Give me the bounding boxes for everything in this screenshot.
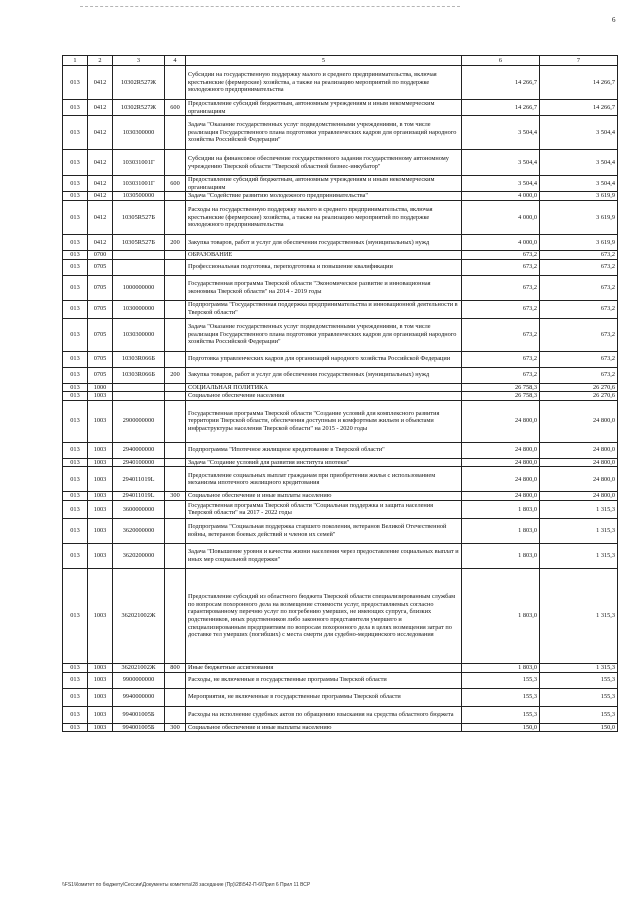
cell-amount-actual: 673,2 bbox=[540, 351, 618, 367]
cell-expense-type bbox=[165, 672, 186, 688]
cell-amount-plan: 26 758,3 bbox=[462, 392, 540, 401]
cell-section-code: 1000 bbox=[88, 383, 113, 392]
table-row bbox=[63, 467, 618, 492]
table-header bbox=[63, 56, 618, 66]
cell-target-article: 1000000000 bbox=[113, 275, 165, 300]
cell-expense-type bbox=[165, 500, 186, 518]
cell-expense-type: 200 bbox=[165, 234, 186, 250]
cell-amount-actual: 3 504,4 bbox=[540, 116, 618, 150]
cell-expense-type bbox=[165, 518, 186, 543]
table-row bbox=[63, 458, 618, 467]
cell-expense-type bbox=[165, 275, 186, 300]
cell-amount-actual: 1 315,3 bbox=[540, 663, 618, 672]
cell-admin-code: 013 bbox=[63, 116, 88, 150]
cell-amount-actual: 673,2 bbox=[540, 275, 618, 300]
cell-admin-code: 013 bbox=[63, 706, 88, 723]
cell-expense-type bbox=[165, 192, 186, 201]
cell-description: Предоставление субсидий бюджетным, автономным учреждениям и иным некоммерческим организациям bbox=[186, 176, 462, 192]
cell-amount-actual: 24 800,0 bbox=[540, 492, 618, 501]
cell-admin-code: 013 bbox=[63, 392, 88, 401]
cell-section-code: 0700 bbox=[88, 250, 113, 259]
cell-section-code: 0412 bbox=[88, 150, 113, 176]
cell-expense-type bbox=[165, 250, 186, 259]
cell-description: Субсидии на государственную поддержку малого и среднего предпринимательства, включая крестьянские (фермерские) хозяйства, а также на реализацию мероприятий по поддержке молодежного предпринимательства bbox=[186, 66, 462, 100]
cell-admin-code: 013 bbox=[63, 259, 88, 275]
cell-description: Социальное обеспечение населения bbox=[186, 392, 462, 401]
table-row bbox=[63, 300, 618, 318]
cell-description: Предоставление социальных выплат гражданам при приобретении жилья с использованием механизма ипотечного жилищного кредитования bbox=[186, 467, 462, 492]
cell-admin-code: 013 bbox=[63, 66, 88, 100]
cell-amount-actual: 673,2 bbox=[540, 300, 618, 318]
cell-description: Расходы на исполнение судебных актов по обращению взыскания на средства областного бюджета bbox=[186, 706, 462, 723]
header-cell: 1 bbox=[63, 56, 88, 66]
cell-description: Подпрограмма "Государственная поддержка предпринимательства и инновационной деятельности в Тверской области" bbox=[186, 300, 462, 318]
cell-description: Расходы, не включенные в государственные программы Тверской области bbox=[186, 672, 462, 688]
table-row bbox=[63, 351, 618, 367]
cell-expense-type bbox=[165, 383, 186, 392]
cell-expense-type bbox=[165, 66, 186, 100]
cell-admin-code: 013 bbox=[63, 234, 88, 250]
cell-admin-code: 013 bbox=[63, 442, 88, 458]
cell-section-code: 1003 bbox=[88, 672, 113, 688]
cell-description: Субсидии на финансовое обеспечение государственного задания государственному автономному учреждению Тверской области "Тверской областной бизнес-инкубатор" bbox=[186, 150, 462, 176]
cell-amount-actual: 673,2 bbox=[540, 250, 618, 259]
cell-section-code: 1003 bbox=[88, 706, 113, 723]
cell-section-code: 0705 bbox=[88, 318, 113, 351]
cell-amount-plan: 4 000,0 bbox=[462, 234, 540, 250]
cell-section-code: 0412 bbox=[88, 234, 113, 250]
cell-amount-actual: 26 270,6 bbox=[540, 392, 618, 401]
cell-description: Задача "Оказание государственных услуг подведомственными учреждениями, в том числе реализация Государственного плана подготовки управленческих кадров для организаций народного хозяйства Российской Федерации" bbox=[186, 318, 462, 351]
table-row bbox=[63, 318, 618, 351]
cell-section-code: 0705 bbox=[88, 275, 113, 300]
table-row bbox=[63, 383, 618, 392]
cell-admin-code: 013 bbox=[63, 100, 88, 116]
scan-artifact-line bbox=[80, 6, 460, 8]
cell-description: Закупка товаров, работ и услуг для обеспечения государственных (муниципальных) нужд bbox=[186, 367, 462, 383]
cell-expense-type bbox=[165, 400, 186, 442]
cell-amount-actual: 3 619,9 bbox=[540, 234, 618, 250]
cell-expense-type bbox=[165, 300, 186, 318]
cell-amount-actual: 150,0 bbox=[540, 723, 618, 732]
cell-amount-plan: 3 504,4 bbox=[462, 116, 540, 150]
table-row bbox=[63, 568, 618, 663]
cell-target-article: 994001005Б bbox=[113, 706, 165, 723]
cell-amount-plan: 673,2 bbox=[462, 250, 540, 259]
cell-description: Государственная программа Тверской области "Социальная поддержка и защита населения Тверской области" на 2017 - 2022 годы bbox=[186, 500, 462, 518]
cell-amount-plan: 4 000,0 bbox=[462, 200, 540, 234]
cell-admin-code: 013 bbox=[63, 723, 88, 732]
cell-amount-actual: 24 800,0 bbox=[540, 458, 618, 467]
cell-section-code: 1003 bbox=[88, 568, 113, 663]
cell-admin-code: 013 bbox=[63, 250, 88, 259]
cell-target-article: 1030500000 bbox=[113, 192, 165, 201]
cell-description: Расходы на государственную поддержку малого и среднего предпринимательства, включая крестьянские (фермерские) хозяйства, а также на реализацию мероприятий по поддержке молодежного предпринимательства bbox=[186, 200, 462, 234]
cell-description: Подпрограмма "Ипотечное жилищное кредитование в Тверской области" bbox=[186, 442, 462, 458]
cell-amount-plan: 155,3 bbox=[462, 688, 540, 706]
cell-admin-code: 013 bbox=[63, 543, 88, 568]
cell-amount-plan: 673,2 bbox=[462, 275, 540, 300]
cell-description: Задача "Содействие развитию молодежного предпринимательства" bbox=[186, 192, 462, 201]
header-row bbox=[63, 56, 618, 66]
cell-amount-plan: 14 266,7 bbox=[462, 100, 540, 116]
table-row bbox=[63, 192, 618, 201]
cell-section-code: 1003 bbox=[88, 392, 113, 401]
cell-description: Мероприятия, не включенные в государственные программы Тверской области bbox=[186, 688, 462, 706]
table-row bbox=[63, 259, 618, 275]
table-row bbox=[63, 723, 618, 732]
cell-target-article: 994001005Б bbox=[113, 723, 165, 732]
cell-amount-plan: 24 800,0 bbox=[462, 492, 540, 501]
cell-target-article: 1030000000 bbox=[113, 300, 165, 318]
cell-admin-code: 013 bbox=[63, 200, 88, 234]
cell-section-code: 1003 bbox=[88, 500, 113, 518]
table-row bbox=[63, 176, 618, 192]
cell-amount-actual: 24 800,0 bbox=[540, 442, 618, 458]
cell-target-article: 1030300000 bbox=[113, 116, 165, 150]
cell-amount-actual: 14 266,7 bbox=[540, 100, 618, 116]
cell-expense-type bbox=[165, 116, 186, 150]
cell-admin-code: 013 bbox=[63, 688, 88, 706]
cell-section-code: 0412 bbox=[88, 116, 113, 150]
cell-admin-code: 013 bbox=[63, 176, 88, 192]
cell-description: СОЦИАЛЬНАЯ ПОЛИТИКА bbox=[186, 383, 462, 392]
cell-amount-plan: 155,3 bbox=[462, 706, 540, 723]
cell-section-code: 0412 bbox=[88, 66, 113, 100]
cell-section-code: 0412 bbox=[88, 200, 113, 234]
cell-amount-actual: 14 266,7 bbox=[540, 66, 618, 100]
table-row bbox=[63, 116, 618, 150]
cell-expense-type: 600 bbox=[165, 100, 186, 116]
cell-expense-type: 600 bbox=[165, 176, 186, 192]
header-cell: 5 bbox=[186, 56, 462, 66]
table-row bbox=[63, 392, 618, 401]
header-cell: 2 bbox=[88, 56, 113, 66]
cell-amount-plan: 24 800,0 bbox=[462, 400, 540, 442]
table-row bbox=[63, 150, 618, 176]
cell-admin-code: 013 bbox=[63, 400, 88, 442]
cell-target-article: 10302R527Ж bbox=[113, 100, 165, 116]
header-cell: 7 bbox=[540, 56, 618, 66]
cell-amount-plan: 3 504,4 bbox=[462, 176, 540, 192]
cell-description: Предоставление субсидий из областного бюджета Тверской области специализированным службам по вопросам похоронного дела на возмещение стоимости услуг, предоставляемых согласно гарантированному перечню услуг по погребению умерших, не имеющих супруга, близких родственников, иных родственников либо законного представителя умершего и специализированным предприятиям по вопросам похоронного дела в целях возмещения затрат по доставке тел умерших (погибших) с места смерти для судебно-медицинского исследования bbox=[186, 568, 462, 663]
cell-amount-actual: 673,2 bbox=[540, 318, 618, 351]
header-cell: 6 bbox=[462, 56, 540, 66]
cell-description: ОБРАЗОВАНИЕ bbox=[186, 250, 462, 259]
table-row bbox=[63, 518, 618, 543]
cell-section-code: 0705 bbox=[88, 367, 113, 383]
cell-target-article: 9900000000 bbox=[113, 672, 165, 688]
cell-section-code: 0705 bbox=[88, 259, 113, 275]
cell-admin-code: 013 bbox=[63, 663, 88, 672]
cell-expense-type bbox=[165, 467, 186, 492]
cell-target-article: 3620000000 bbox=[113, 518, 165, 543]
cell-section-code: 1003 bbox=[88, 723, 113, 732]
cell-description: Социальное обеспечение и иные выплаты населению bbox=[186, 723, 462, 732]
cell-expense-type: 200 bbox=[165, 367, 186, 383]
cell-amount-plan: 4 000,0 bbox=[462, 192, 540, 201]
cell-target-article bbox=[113, 392, 165, 401]
cell-description: Государственная программа Тверской области "Создание условий для комплексного развития территории Тверской области, обеспечения доступным и комфортным жильем и объектами инфраструктуры населения Тверской области" на 2015 - 2020 годы bbox=[186, 400, 462, 442]
cell-section-code: 1003 bbox=[88, 518, 113, 543]
cell-amount-plan: 26 758,3 bbox=[462, 383, 540, 392]
cell-amount-actual: 3 504,4 bbox=[540, 150, 618, 176]
cell-amount-plan: 1 803,0 bbox=[462, 518, 540, 543]
cell-admin-code: 013 bbox=[63, 568, 88, 663]
cell-admin-code: 013 bbox=[63, 300, 88, 318]
table-row bbox=[63, 688, 618, 706]
cell-target-article: 10303R066Б bbox=[113, 351, 165, 367]
table-row bbox=[63, 400, 618, 442]
table-row bbox=[63, 442, 618, 458]
cell-description: Иные бюджетные ассигнования bbox=[186, 663, 462, 672]
cell-target-article: 10305R527Б bbox=[113, 200, 165, 234]
cell-expense-type bbox=[165, 458, 186, 467]
cell-target-article bbox=[113, 259, 165, 275]
cell-target-article: 2940000000 bbox=[113, 442, 165, 458]
cell-target-article: 103031001Г bbox=[113, 176, 165, 192]
cell-amount-plan: 3 504,4 bbox=[462, 150, 540, 176]
cell-section-code: 0412 bbox=[88, 176, 113, 192]
cell-amount-plan: 1 803,0 bbox=[462, 500, 540, 518]
cell-target-article: 3620200000 bbox=[113, 543, 165, 568]
cell-section-code: 0705 bbox=[88, 351, 113, 367]
cell-amount-actual: 3 619,9 bbox=[540, 192, 618, 201]
cell-expense-type bbox=[165, 351, 186, 367]
cell-target-article bbox=[113, 250, 165, 259]
cell-description: Подпрограмма "Социальная поддержка старшего поколения, ветеранов Великой Отечественной войны, ветеранов боевых действий и членов их семей" bbox=[186, 518, 462, 543]
cell-expense-type: 300 bbox=[165, 492, 186, 501]
cell-amount-actual: 3 619,9 bbox=[540, 200, 618, 234]
cell-target-article bbox=[113, 383, 165, 392]
table-row bbox=[63, 200, 618, 234]
cell-amount-actual: 26 270,6 bbox=[540, 383, 618, 392]
cell-expense-type bbox=[165, 568, 186, 663]
cell-admin-code: 013 bbox=[63, 318, 88, 351]
table-row bbox=[63, 706, 618, 723]
table-row bbox=[63, 367, 618, 383]
cell-description: Подготовка управленческих кадров для организаций народного хозяйства Российской Федерации bbox=[186, 351, 462, 367]
table-row bbox=[63, 663, 618, 672]
cell-expense-type bbox=[165, 442, 186, 458]
cell-amount-actual: 1 315,3 bbox=[540, 500, 618, 518]
cell-amount-actual: 155,3 bbox=[540, 706, 618, 723]
cell-admin-code: 013 bbox=[63, 367, 88, 383]
cell-target-article: 9940000000 bbox=[113, 688, 165, 706]
cell-target-article: 103031001Г bbox=[113, 150, 165, 176]
cell-admin-code: 013 bbox=[63, 467, 88, 492]
cell-target-article: 2940100000 bbox=[113, 458, 165, 467]
cell-admin-code: 013 bbox=[63, 458, 88, 467]
cell-expense-type bbox=[165, 200, 186, 234]
cell-description: Предоставление субсидий бюджетным, автономным учреждениям и иным некоммерческим организациям bbox=[186, 100, 462, 116]
table-row bbox=[63, 672, 618, 688]
cell-expense-type bbox=[165, 150, 186, 176]
cell-description: Профессиональная подготовка, переподготовка и повышение квалификации bbox=[186, 259, 462, 275]
table-row bbox=[63, 275, 618, 300]
cell-target-article: 10302R527Ж bbox=[113, 66, 165, 100]
cell-admin-code: 013 bbox=[63, 192, 88, 201]
table-row bbox=[63, 492, 618, 501]
cell-amount-plan: 1 803,0 bbox=[462, 663, 540, 672]
cell-section-code: 1003 bbox=[88, 458, 113, 467]
cell-section-code: 1003 bbox=[88, 543, 113, 568]
cell-amount-plan: 14 266,7 bbox=[462, 66, 540, 100]
header-cell: 3 bbox=[113, 56, 165, 66]
cell-admin-code: 013 bbox=[63, 518, 88, 543]
cell-expense-type bbox=[165, 543, 186, 568]
cell-admin-code: 013 bbox=[63, 275, 88, 300]
cell-amount-plan: 1 803,0 bbox=[462, 568, 540, 663]
cell-amount-actual: 155,3 bbox=[540, 672, 618, 688]
cell-amount-actual: 673,2 bbox=[540, 367, 618, 383]
cell-target-article: 362021002Ж bbox=[113, 663, 165, 672]
cell-description: Государственная программа Тверской области "Экономическое развитие и инновационная экономика Тверской области" на 2014 - 2019 годы bbox=[186, 275, 462, 300]
cell-expense-type: 300 bbox=[165, 723, 186, 732]
cell-target-article: 294011019L bbox=[113, 467, 165, 492]
footer-file-path: \\FS1\Комитет по бюджету\Сессии\Документы комитета\28 заседание (Пр)\28\542-П-6\Прил 6 Прил 11 ВСР bbox=[62, 882, 311, 888]
cell-section-code: 0705 bbox=[88, 300, 113, 318]
cell-target-article: 3600000000 bbox=[113, 500, 165, 518]
table-row bbox=[63, 234, 618, 250]
cell-admin-code: 013 bbox=[63, 672, 88, 688]
cell-target-article: 1030300000 bbox=[113, 318, 165, 351]
cell-section-code: 1003 bbox=[88, 492, 113, 501]
cell-amount-actual: 1 315,3 bbox=[540, 543, 618, 568]
cell-expense-type bbox=[165, 706, 186, 723]
table-row bbox=[63, 500, 618, 518]
cell-expense-type bbox=[165, 392, 186, 401]
cell-target-article: 362021002Ж bbox=[113, 568, 165, 663]
cell-description: Задача "Повышение уровня и качества жизни населения через предоставление социальных выплат и иных мер социальной поддержки" bbox=[186, 543, 462, 568]
page-number: 6 bbox=[612, 16, 616, 24]
cell-amount-plan: 1 803,0 bbox=[462, 543, 540, 568]
cell-admin-code: 013 bbox=[63, 492, 88, 501]
cell-amount-plan: 673,2 bbox=[462, 351, 540, 367]
cell-section-code: 1003 bbox=[88, 688, 113, 706]
cell-description: Задача "Создание условий для развития института ипотеки" bbox=[186, 458, 462, 467]
cell-amount-plan: 673,2 bbox=[462, 318, 540, 351]
cell-amount-plan: 155,3 bbox=[462, 672, 540, 688]
cell-admin-code: 013 bbox=[63, 351, 88, 367]
cell-amount-actual: 155,3 bbox=[540, 688, 618, 706]
cell-admin-code: 013 bbox=[63, 383, 88, 392]
cell-amount-actual: 24 800,0 bbox=[540, 467, 618, 492]
cell-amount-actual: 24 800,0 bbox=[540, 400, 618, 442]
cell-target-article: 294011019L bbox=[113, 492, 165, 501]
cell-target-article: 10305R527Б bbox=[113, 234, 165, 250]
cell-amount-plan: 24 800,0 bbox=[462, 467, 540, 492]
cell-amount-plan: 673,2 bbox=[462, 300, 540, 318]
table-body bbox=[63, 66, 618, 732]
cell-expense-type bbox=[165, 318, 186, 351]
cell-amount-actual: 3 504,4 bbox=[540, 176, 618, 192]
cell-section-code: 1003 bbox=[88, 400, 113, 442]
cell-amount-plan: 673,2 bbox=[462, 367, 540, 383]
cell-target-article: 2900000000 bbox=[113, 400, 165, 442]
cell-amount-plan: 673,2 bbox=[462, 259, 540, 275]
cell-description: Социальное обеспечение и иные выплаты населению bbox=[186, 492, 462, 501]
table-row bbox=[63, 543, 618, 568]
cell-section-code: 1003 bbox=[88, 467, 113, 492]
cell-expense-type bbox=[165, 259, 186, 275]
cell-admin-code: 013 bbox=[63, 500, 88, 518]
cell-section-code: 0412 bbox=[88, 100, 113, 116]
cell-target-article: 10303R066Б bbox=[113, 367, 165, 383]
cell-amount-plan: 24 800,0 bbox=[462, 442, 540, 458]
cell-section-code: 1003 bbox=[88, 663, 113, 672]
table-row bbox=[63, 66, 618, 100]
cell-section-code: 0412 bbox=[88, 192, 113, 201]
table-row bbox=[63, 250, 618, 259]
table-row bbox=[63, 100, 618, 116]
cell-amount-plan: 150,0 bbox=[462, 723, 540, 732]
cell-expense-type: 800 bbox=[165, 663, 186, 672]
cell-admin-code: 013 bbox=[63, 150, 88, 176]
budget-table bbox=[62, 55, 618, 732]
cell-section-code: 1003 bbox=[88, 442, 113, 458]
cell-description: Задача "Оказание государственных услуг подведомственными учреждениями, в том числе реализация Государственного плана подготовки управленческих кадров для организаций народного хозяйства Российской Федерации" bbox=[186, 116, 462, 150]
cell-amount-actual: 1 315,3 bbox=[540, 568, 618, 663]
header-cell: 4 bbox=[165, 56, 186, 66]
cell-amount-plan: 24 800,0 bbox=[462, 458, 540, 467]
cell-description: Закупка товаров, работ и услуг для обеспечения государственных (муниципальных) нужд bbox=[186, 234, 462, 250]
cell-amount-actual: 673,2 bbox=[540, 259, 618, 275]
cell-expense-type bbox=[165, 688, 186, 706]
cell-amount-actual: 1 315,3 bbox=[540, 518, 618, 543]
